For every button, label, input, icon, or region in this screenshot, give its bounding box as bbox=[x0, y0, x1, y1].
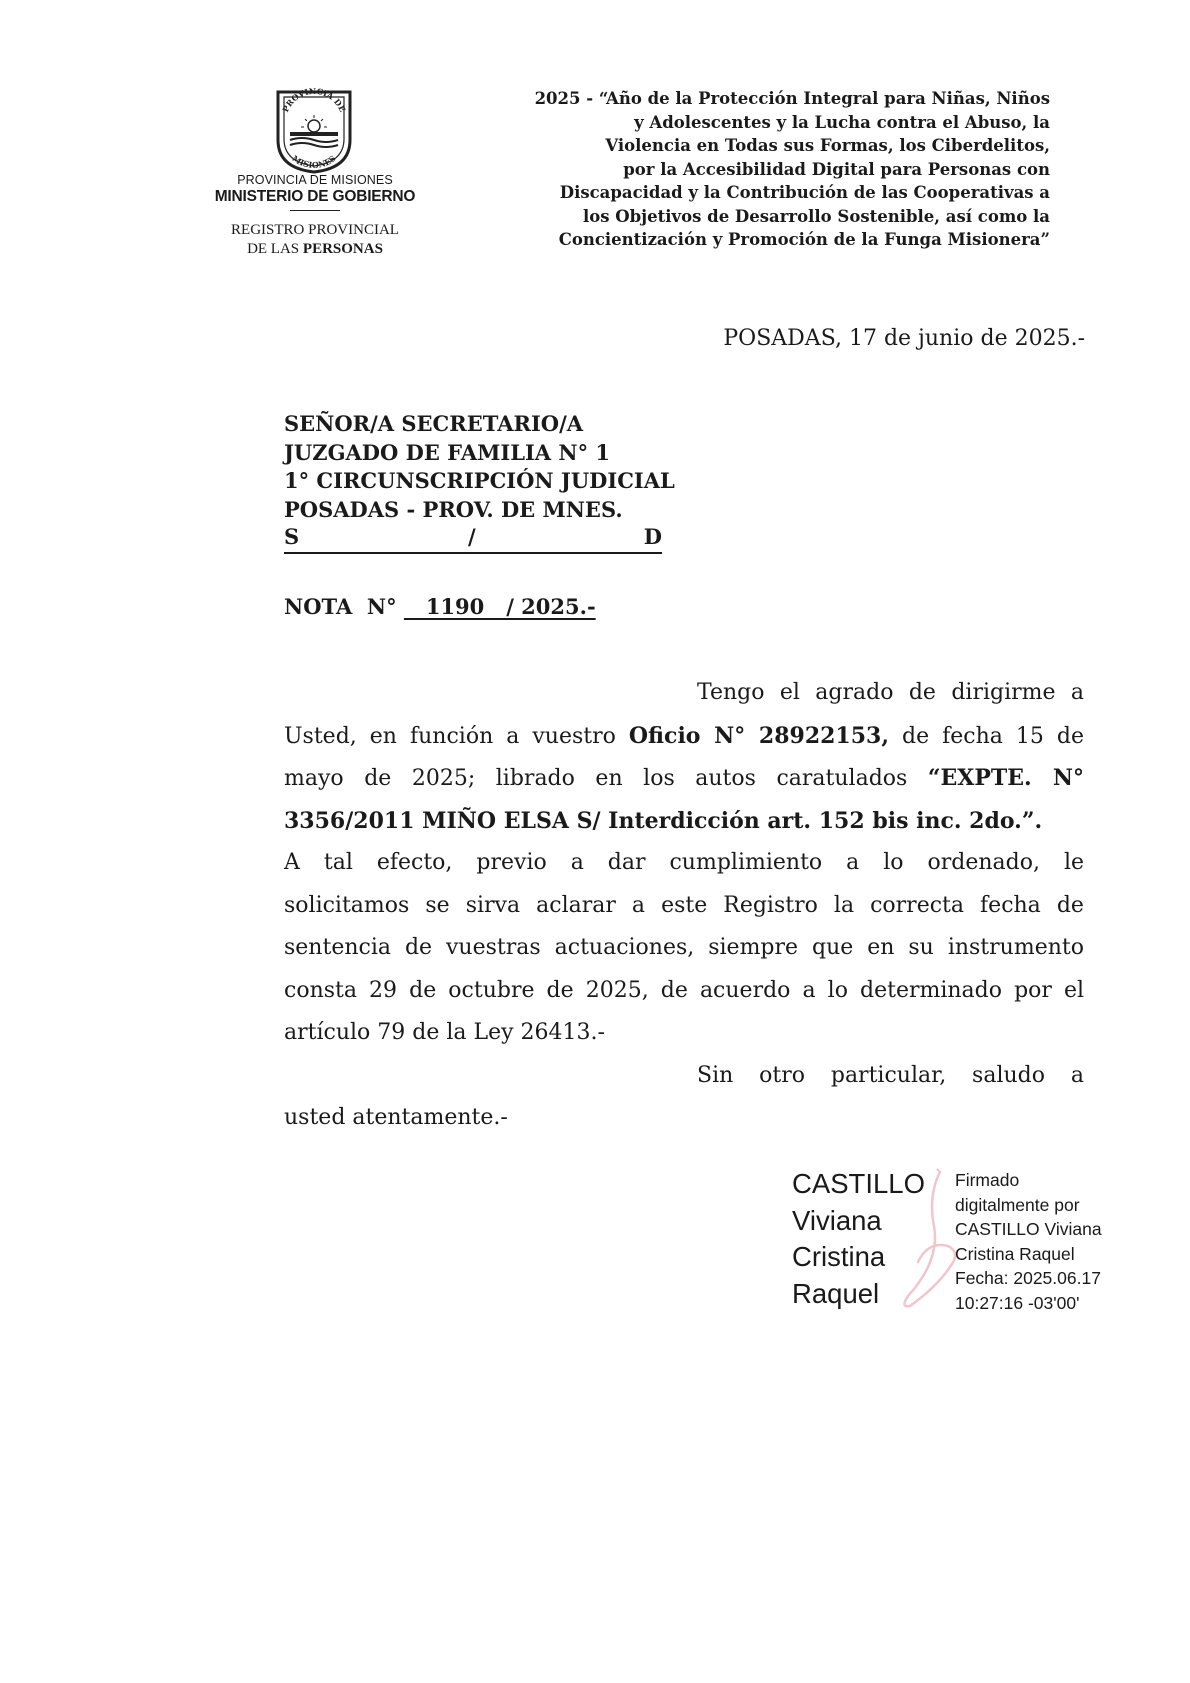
motto-line: por la Accesibilidad Digital para Personas con bbox=[623, 159, 1050, 179]
body-line: mayo de 2025; librado en los autos caratulados “EXPTE. N° bbox=[284, 765, 1084, 791]
nota-number bbox=[284, 594, 596, 619]
org-registry-line2-bold: PERSONAS bbox=[302, 241, 383, 257]
org-registry-line2-prefix: DE LAS bbox=[247, 241, 303, 257]
nota-value: 1190 / 2025.- bbox=[403, 594, 596, 619]
org-ministry: MINISTERIO DE GOBIERNO bbox=[214, 188, 416, 205]
sd-mid: / bbox=[468, 524, 476, 549]
body-line: Usted, en función a vuestro Oficio N° 28922153, de fecha 15 de bbox=[284, 722, 1085, 749]
sd-left: S bbox=[284, 524, 300, 549]
official-year-motto bbox=[430, 87, 1050, 252]
body-line: Tengo el agrado de dirigirme a bbox=[697, 680, 1085, 705]
expediente-reference-start: “EXPTE. N° bbox=[927, 765, 1084, 791]
letter-body bbox=[284, 672, 1084, 1140]
body-line: artículo 79 de la Ley 26413.- bbox=[284, 1020, 605, 1045]
motto-line: Concientización y Promoción de la Funga Misionera” bbox=[558, 230, 1050, 249]
motto-line: Violencia en Todas sus Formas, los Ciberdelitos, bbox=[605, 136, 1050, 155]
motto-line: y Adolescentes y la Lucha contra el Abuso, la bbox=[634, 112, 1050, 132]
motto-line: Discapacidad y la Contribución de las Cooperativas a bbox=[559, 183, 1050, 202]
org-registry-line1: REGISTRO PROVINCIAL bbox=[231, 222, 399, 238]
digital-signature-name: CASTILLO Viviana Cristina Raquel bbox=[792, 1168, 925, 1309]
body-line: sentencia de vuestras actuaciones, siempre que en su instrumento bbox=[284, 935, 1084, 960]
provincial-seal-logo bbox=[268, 82, 360, 174]
letter-date: POSADAS, 17 de junio de 2025.- bbox=[723, 326, 1085, 351]
expediente-reference: 3356/2011 MIÑO ELSA S/ Interdicción art. 152 bis inc. 2do.”. bbox=[284, 807, 1043, 834]
addressee-line: SEÑOR/A SECRETARIO/A bbox=[284, 411, 584, 436]
body-line bbox=[284, 800, 1084, 843]
body-line: usted atentamente.- bbox=[284, 1105, 508, 1130]
addressee-line: 1° CIRCUNSCRIPCIÓN JUDICIAL bbox=[284, 468, 675, 493]
body-line: consta 29 de octubre de 2025, de acuerdo a lo determinado por el bbox=[284, 977, 1085, 1003]
seal-text-bottom: MISIONES bbox=[290, 153, 338, 170]
oficio-reference: Oficio N° 28922153, bbox=[628, 722, 890, 749]
svg-text:PROVINCIA DE bbox=[280, 86, 348, 114]
body-line: solicitamos se sirva aclarar a este Registro la correcta fecha de bbox=[284, 892, 1084, 918]
addressee-line: JUZGADO DE FAMILIA N° 1 bbox=[284, 439, 611, 465]
sd-line bbox=[284, 524, 662, 554]
org-province: PROVINCIA DE MISIONES bbox=[237, 173, 393, 187]
sd-right: D bbox=[643, 524, 662, 549]
body-line: A tal efecto, previo a dar cumplimiento a lo ordenado, le bbox=[284, 850, 1084, 875]
org-registry-line2 bbox=[190, 241, 440, 258]
addressee-line: POSADAS - PROV. DE MNES. bbox=[284, 496, 623, 522]
nota-label: NOTA N° bbox=[284, 594, 397, 619]
digital-signature-details: Firmado digitalmente por CASTILLO Viviana Cristina Raquel Fecha: 2025.06.17 10:27:16 -03'00' bbox=[955, 1170, 1102, 1313]
org-divider bbox=[290, 210, 340, 211]
body-line: Sin otro particular, saludo a bbox=[697, 1062, 1084, 1088]
motto-line: los Objetivos de Desarrollo Sostenible, así como la bbox=[582, 206, 1050, 226]
addressee-block bbox=[284, 410, 675, 524]
seal-text-top: PROVINCIA DE bbox=[280, 85, 348, 114]
motto-line: 2025 - “Año de la Protección Integral para Niñas, Niños bbox=[534, 89, 1050, 108]
